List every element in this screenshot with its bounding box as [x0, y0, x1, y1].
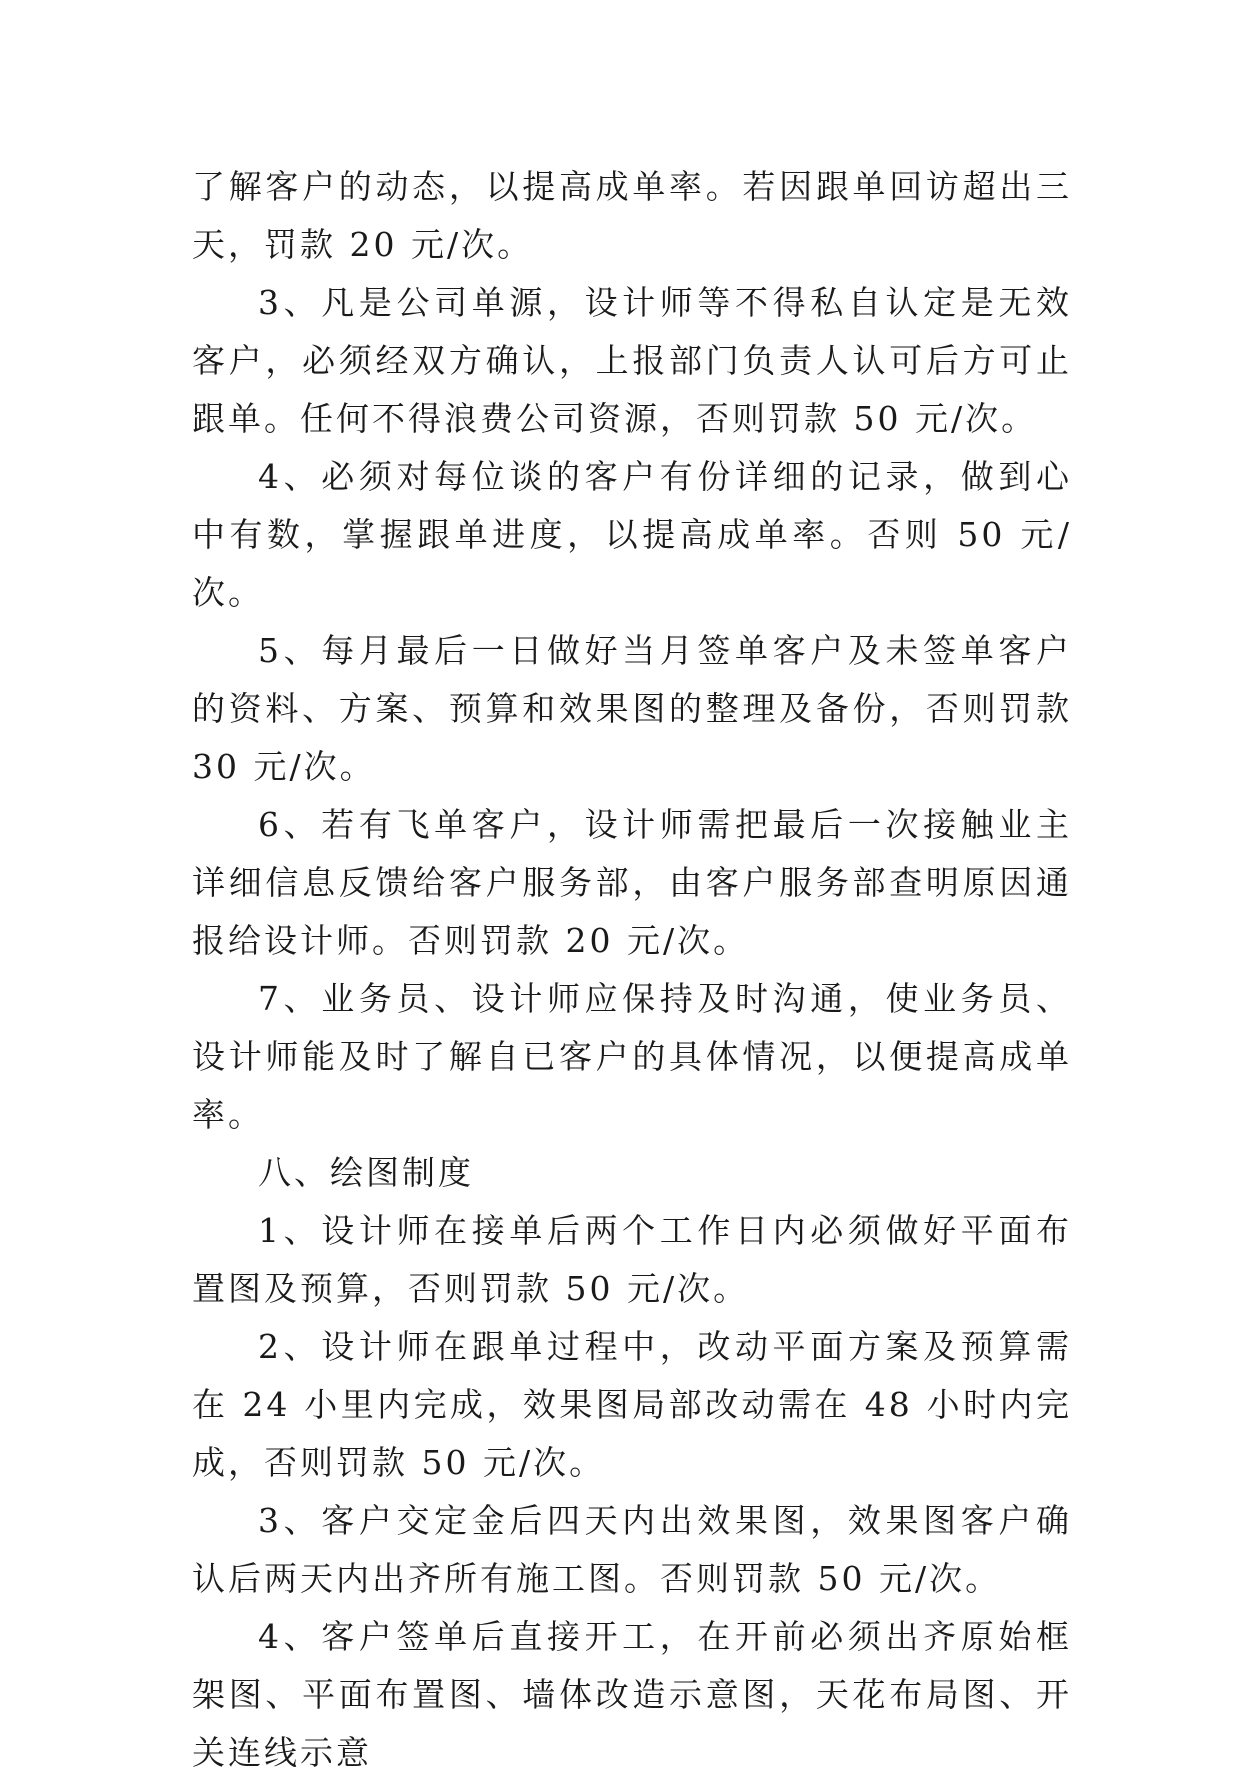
paragraph-5: 6、若有飞单客户，设计师需把最后一次接触业主详细信息反馈给客户服务部，由客户服务部查明原因通报给设计师。否则罚款 20 元/次。: [192, 805, 1072, 960]
paragraph-6: 7、业务员、设计师应保持及时沟通，使业务员、设计师能及时了解自已客户的具体情况，以便提高成单率。: [192, 979, 1072, 1134]
paragraph-4: 5、每月最后一日做好当月签单客户及未签单客户的资料、方案、预算和效果图的整理及备份，否则罚款 30 元/次。: [192, 631, 1072, 786]
paragraph-10: 4、客户签单后直接开工，在开前必须出齐原始框架图、平面布置图、墙体改造示意图，天花布局图、开关连线示意: [192, 1617, 1072, 1772]
document-body: [192, 158, 1072, 1782]
paragraph-9: 3、客户交定金后四天内出效果图，效果图客户确认后两天内出齐所有施工图。否则罚款 50 元/次。: [192, 1501, 1072, 1598]
section-heading: 八、绘图制度: [258, 1153, 474, 1192]
paragraph-2: 3、凡是公司单源，设计师等不得私自认定是无效客户，必须经双方确认，上报部门负责人认可后方可止跟单。任何不得浪费公司资源，否则罚款 50 元/次。: [192, 283, 1072, 438]
paragraph-7: 1、设计师在接单后两个工作日内必须做好平面布置图及预算，否则罚款 50 元/次。: [192, 1211, 1072, 1308]
paragraph-8: 2、设计师在跟单过程中，改动平面方案及预算需在 24 小里内完成，效果图局部改动需在 48 小时内完成，否则罚款 50 元/次。: [192, 1327, 1072, 1482]
paragraph-3: 4、必须对每位谈的客户有份详细的记录，做到心中有数，掌握跟单进度，以提高成单率。否则 50 元/次。: [192, 457, 1072, 612]
paragraph-1: 了解客户的动态，以提高成单率。若因跟单回访超出三天，罚款 20 元/次。: [192, 167, 1072, 264]
